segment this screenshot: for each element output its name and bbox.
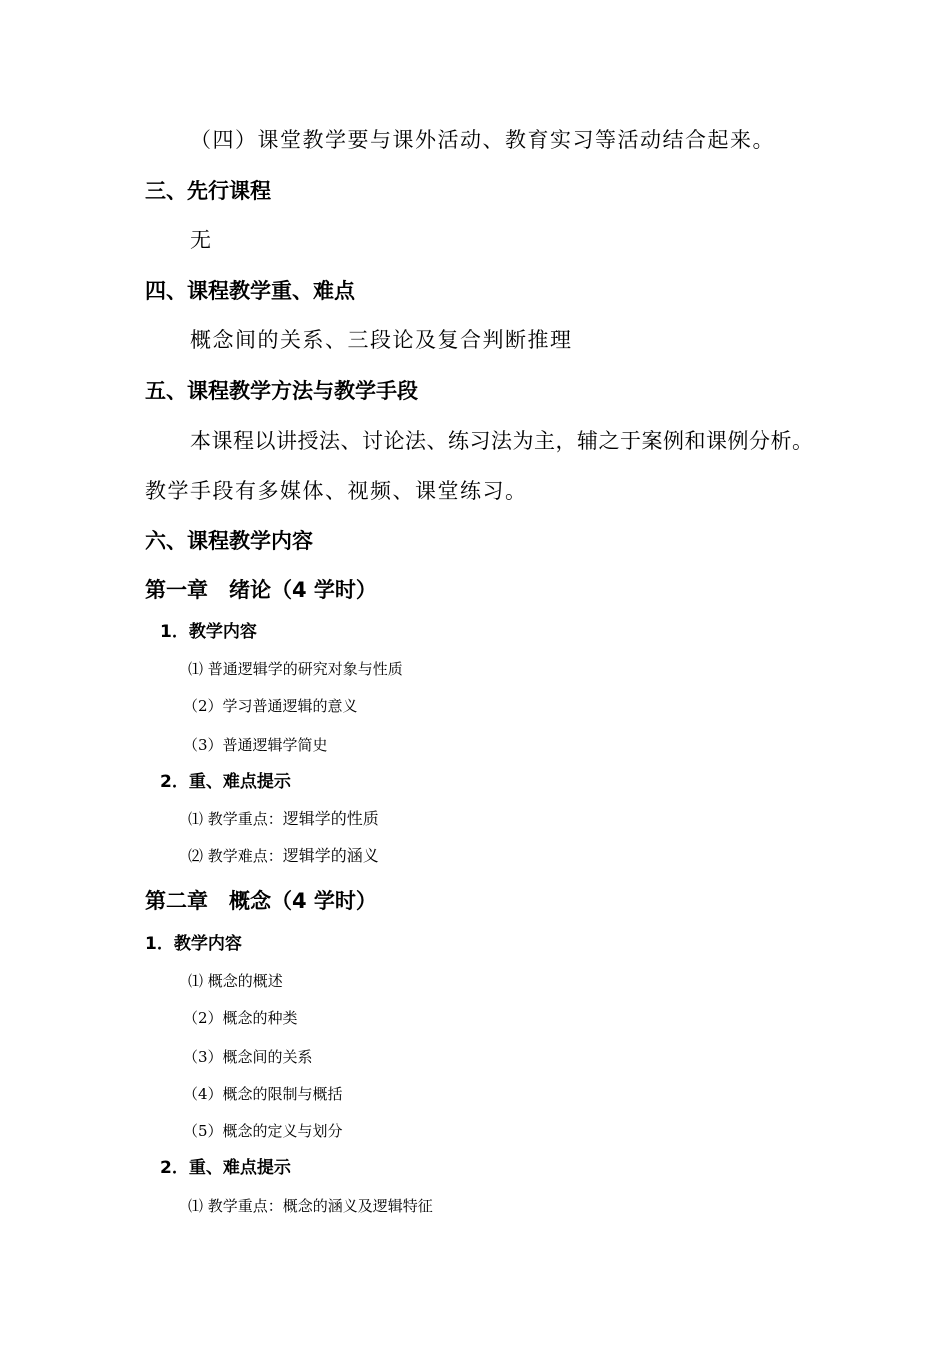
chapter-1-title: 第一章 绪论（4 学时） xyxy=(145,578,377,602)
chapter-1-content-item-2: （2）学习普通逻辑的意义 xyxy=(183,697,358,715)
chapter-1-key-label: 2．重、难点提示 xyxy=(160,772,291,792)
chapter-1-key-item-1 xyxy=(188,811,379,827)
section-3-heading: 三、先行课程 xyxy=(145,179,271,203)
section-5-body-line-2: 教学手段有多媒体、视频、课堂练习。 xyxy=(145,479,528,503)
chapter-2-content-item-3: （3）概念间的关系 xyxy=(183,1048,313,1066)
chapter-2-content-item-2: （2）概念的种类 xyxy=(183,1009,298,1027)
section-5-heading: 五、课程教学方法与教学手段 xyxy=(145,379,418,403)
chapter-2-title: 第二章 概念（4 学时） xyxy=(145,889,377,913)
key-item-prefix: ⑴ 教学重点： xyxy=(188,810,283,828)
chapter-2-key-label: 2．重、难点提示 xyxy=(160,1158,291,1178)
section-5-body-line-1: 本课程以讲授法、讨论法、练习法为主，辅之于案例和课例分析。 xyxy=(190,429,814,453)
chapter-2-content-item-1: ⑴ 概念的概述 xyxy=(188,972,283,990)
section-4-body: 概念间的关系、三段论及复合判断推理 xyxy=(190,328,573,352)
chapter-2-content-item-5: （5）概念的定义与划分 xyxy=(183,1122,343,1140)
chapter-1-content-item-1: ⑴ 普通逻辑学的研究对象与性质 xyxy=(188,660,403,678)
section-3-body: 无 xyxy=(190,228,213,252)
key-item-prefix: ⑵ 教学难点： xyxy=(188,847,283,865)
chapter-1-key-item-2 xyxy=(188,848,379,864)
section-6-heading: 六、课程教学内容 xyxy=(145,529,313,553)
chapter-2-key-item-1: ⑴ 教学重点：概念的涵义及逻辑特征 xyxy=(188,1197,433,1215)
chapter-1-content-label: 1．教学内容 xyxy=(160,622,257,642)
key-item-text: 逻辑学的涵义 xyxy=(282,846,379,865)
chapter-2-content-label: 1．教学内容 xyxy=(145,934,242,954)
chapter-1-content-item-3: （3）普通逻辑学简史 xyxy=(183,736,328,754)
key-item-text: 逻辑学的性质 xyxy=(282,809,379,828)
section-4-heading: 四、课程教学重、难点 xyxy=(145,279,355,303)
chapter-2-content-item-4: （4）概念的限制与概括 xyxy=(183,1085,343,1103)
paragraph-4: （四）课堂教学要与课外活动、教育实习等活动结合起来。 xyxy=(190,128,775,152)
